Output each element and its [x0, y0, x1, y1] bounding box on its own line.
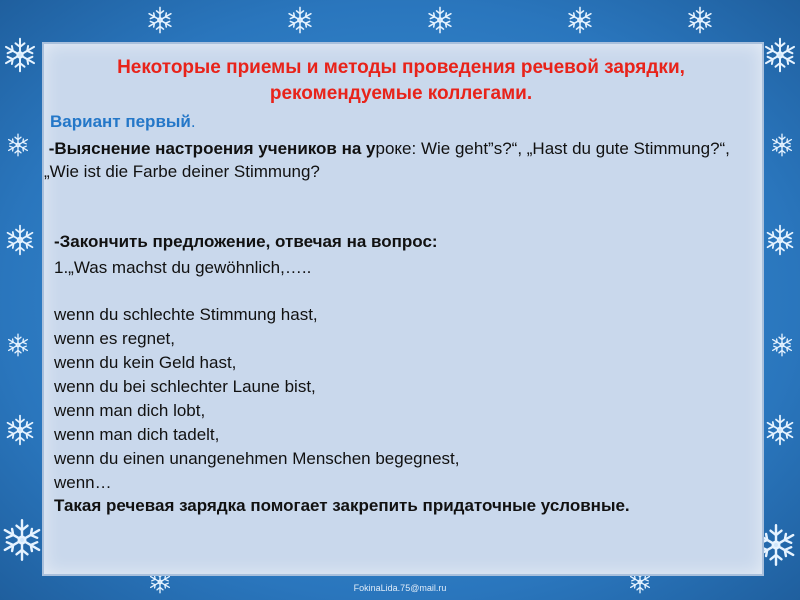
- condition-item: wenn du bei schlechter Laune bist,: [54, 377, 316, 396]
- slide-title: [42, 55, 760, 107]
- task-question: 1.„Was machst du gewöhnlich,…..: [54, 258, 312, 277]
- condition-item: wenn du schlechte Stimmung hast,: [54, 305, 318, 324]
- condition-item: wenn man dich tadelt,: [54, 425, 220, 444]
- condition-item: wenn man dich lobt,: [54, 401, 206, 420]
- intro-paragraph: [44, 137, 764, 183]
- variant-label: [50, 112, 196, 132]
- condition-item: wenn…: [54, 473, 112, 492]
- condition-item: wenn du kein Geld hast,: [54, 353, 237, 372]
- condition-item: wenn es regnet,: [54, 329, 175, 348]
- task-heading: -Закончить предложение, отвечая на вопрос:: [54, 232, 438, 251]
- intro-bold-text: -Выяснение настроения учеников на у: [48, 139, 376, 158]
- slide-title-line-1: Некоторые приемы и методы проведения речевой зарядки,: [117, 57, 685, 78]
- condition-item: wenn du einen unangenehmen Menschen begegnest,: [54, 449, 460, 468]
- variant-label-text: Вариант первый: [50, 112, 191, 131]
- conclusion-text: Такая речевая зарядка помогает закрепить придаточные условные.: [54, 496, 630, 515]
- condition-list: [54, 303, 460, 495]
- footer-email: FokinaLida.75@mail.ru: [353, 583, 447, 593]
- slide-title-line-2: рекомендуемые коллегами.: [269, 83, 533, 104]
- variant-label-dot: .: [190, 112, 196, 131]
- intro-rest-text: роке: Wie geht”s?“, „Hast du gute Stimmung?“, „Wie ist die Farbe deiner Stimmung?: [44, 139, 730, 181]
